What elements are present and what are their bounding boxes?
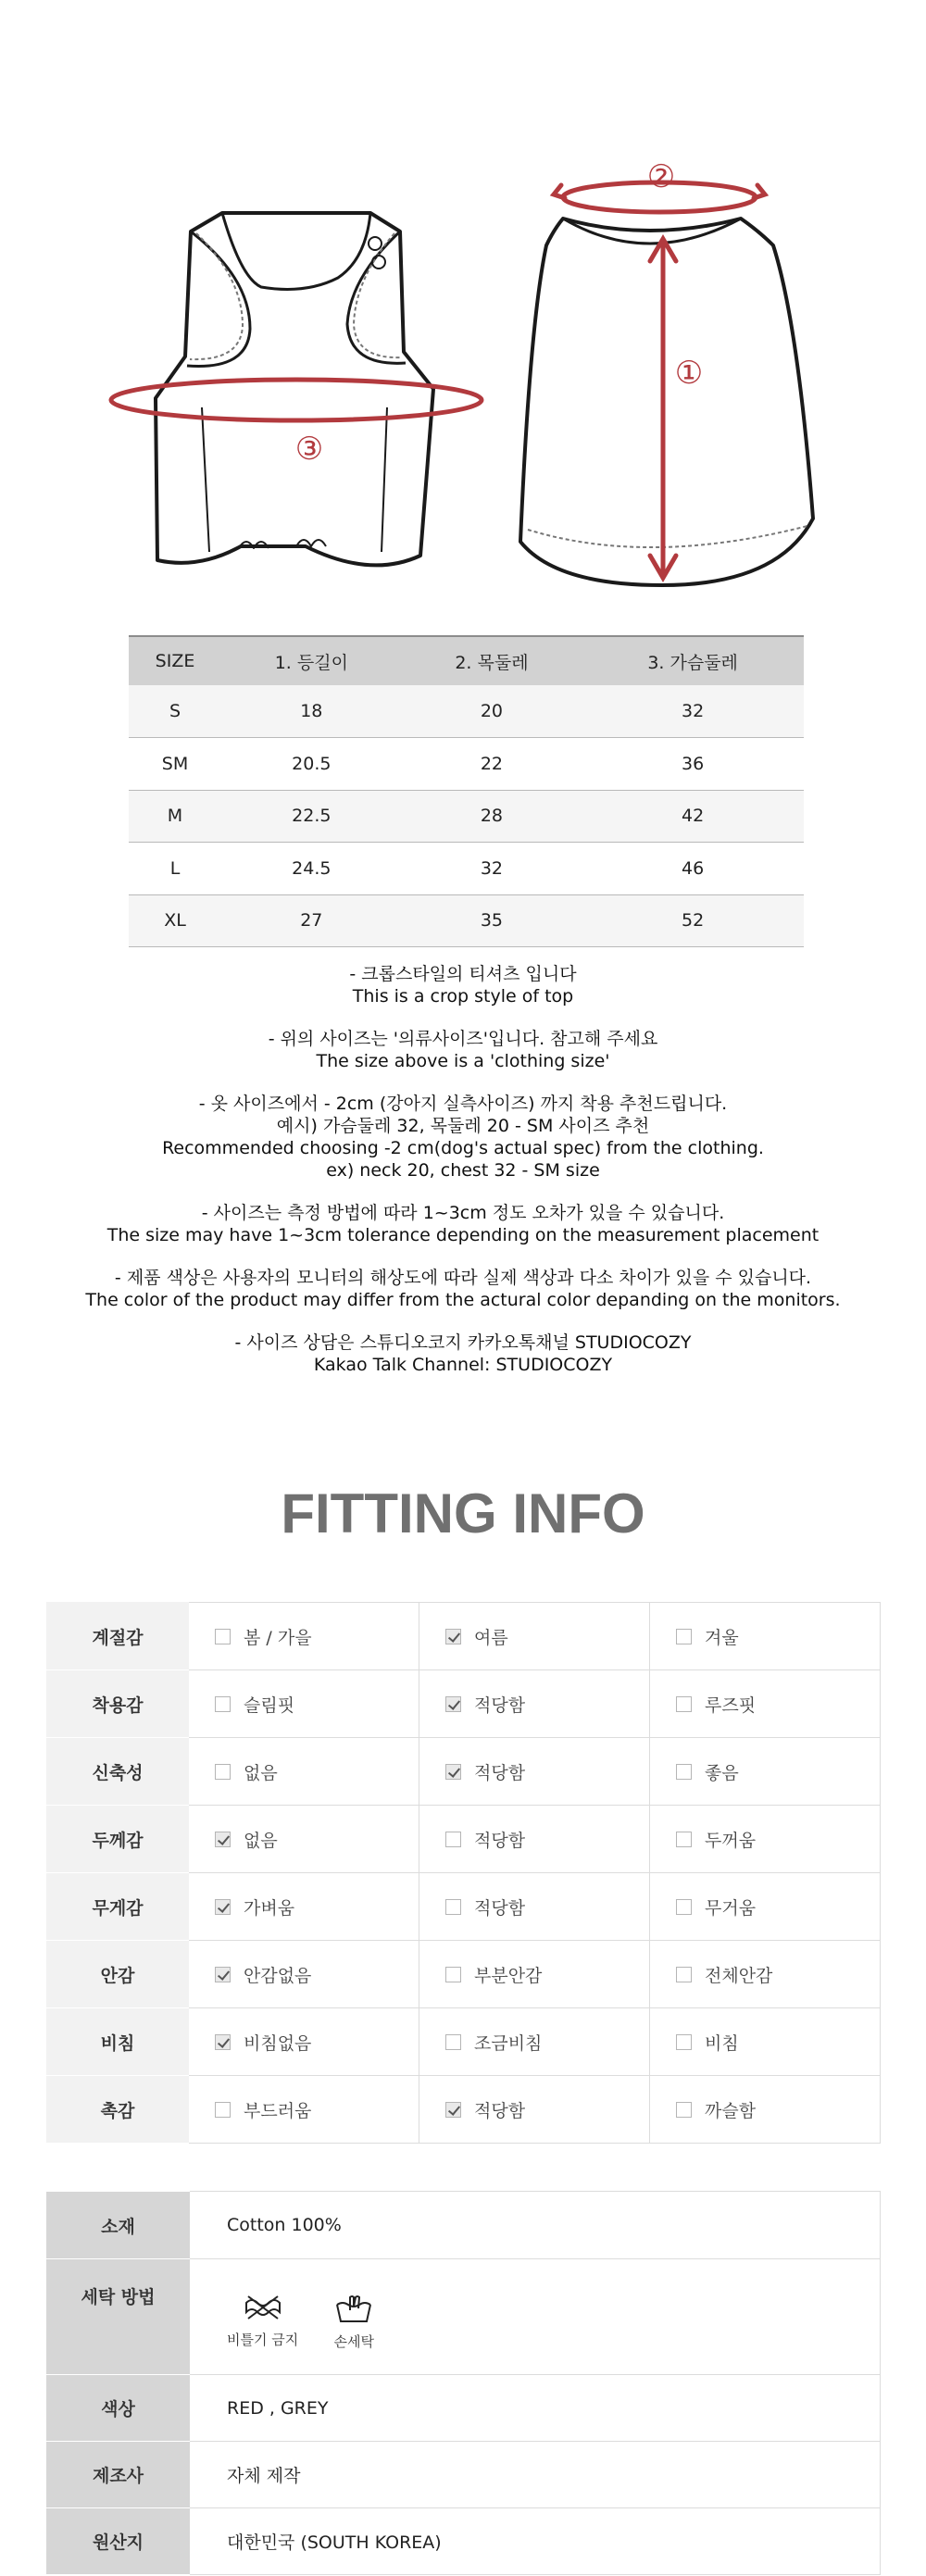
checked-checkbox[interactable]: [445, 1764, 461, 1780]
chest-cell: 36: [582, 738, 804, 791]
note-text: The size above is a 'clothing size': [316, 1051, 610, 1071]
size-table-header: [129, 636, 804, 685]
fitting-option-label: 루즈핏: [705, 1694, 757, 1716]
fitting-info-title: FITTING INFO: [281, 1482, 645, 1544]
neck-cell: 32: [402, 843, 582, 895]
fitting-option-label: 좋음: [705, 1762, 739, 1783]
neck-cell: 28: [402, 790, 582, 843]
checked-checkbox[interactable]: [445, 1696, 461, 1712]
size-cell: XL: [129, 894, 221, 947]
table-row: [129, 738, 804, 791]
fitting-row: [47, 1941, 881, 2008]
table-row: [129, 894, 804, 947]
fitting-option-label: 적당함: [474, 1762, 526, 1783]
no-wring-icon: [243, 2294, 283, 2321]
fitting-option[interactable]: [419, 1603, 650, 1670]
fitting-option[interactable]: [419, 2076, 650, 2144]
material-value: Cotton 100%: [190, 2192, 881, 2259]
fitting-info-table: [46, 1602, 881, 2144]
fitting-option[interactable]: [650, 2008, 881, 2076]
origin-value: 대한민국 (SOUTH KOREA): [190, 2508, 881, 2575]
fitting-option[interactable]: [650, 1941, 881, 2008]
size-cell: SM: [129, 738, 221, 791]
checkbox[interactable]: [445, 1967, 461, 1982]
fitting-option-label: 겨울: [705, 1627, 739, 1648]
note-text: The size may have 1~3cm tolerance depending on the measurement placement: [106, 1225, 820, 1245]
checked-checkbox[interactable]: [445, 2102, 461, 2118]
note-text: 예시) 가슴둘레 32, 목둘레 20 - SM 사이즈 추천: [276, 1116, 650, 1136]
neck-cell: 35: [402, 894, 582, 947]
note-clothing-size: [0, 1028, 926, 1072]
checkbox[interactable]: [676, 2102, 692, 2118]
fitting-option[interactable]: [419, 1873, 650, 1941]
chest-cell: 52: [582, 894, 804, 947]
note-text: - 위의 사이즈는 '의류사이즈'입니다. 참고해 주세요: [268, 1029, 658, 1049]
fitting-option[interactable]: [650, 1806, 881, 1873]
size-notes: [0, 963, 926, 1396]
no-wring-care: [227, 2294, 298, 2349]
washing-value: [190, 2259, 881, 2375]
checkbox[interactable]: [676, 1967, 692, 1982]
checkbox[interactable]: [215, 1629, 231, 1644]
length-cell: 18: [221, 685, 402, 738]
fitting-option[interactable]: [189, 2076, 419, 2144]
fitting-option[interactable]: [650, 1738, 881, 1806]
fitting-option-label: 두꺼움: [705, 1830, 757, 1851]
length-header: 1. 등길이: [221, 636, 402, 685]
fitting-row: [47, 1670, 881, 1738]
fitting-row: [47, 1603, 881, 1670]
fitting-option[interactable]: [650, 1670, 881, 1738]
fitting-option[interactable]: [189, 1738, 419, 1806]
checkbox[interactable]: [445, 2034, 461, 2050]
note-consultation: [0, 1332, 926, 1376]
fitting-row: [47, 1738, 881, 1806]
length-cell: 20.5: [221, 738, 402, 791]
fitting-row-label: 신축성: [47, 1738, 189, 1806]
fitting-option-label: 비침: [705, 2032, 739, 2054]
fitting-row-label: 무게감: [47, 1873, 189, 1941]
checked-checkbox[interactable]: [215, 1967, 231, 1982]
fitting-option-label: 적당함: [474, 1897, 526, 1919]
checkbox[interactable]: [215, 1764, 231, 1780]
note-tolerance: [0, 1202, 926, 1246]
fitting-option-label: 슬림핏: [244, 1694, 295, 1716]
note-color: [0, 1267, 926, 1311]
size-header: SIZE: [129, 636, 221, 685]
fitting-option[interactable]: [419, 1806, 650, 1873]
checked-checkbox[interactable]: [215, 1832, 231, 1847]
info-row-material: [46, 2192, 881, 2259]
fitting-option[interactable]: [189, 2008, 419, 2076]
fitting-option[interactable]: [419, 1941, 650, 2008]
checkbox[interactable]: [676, 1764, 692, 1780]
note-text: - 사이즈는 측정 방법에 따라 1~3cm 정도 오차가 있을 수 있습니다.: [201, 1203, 725, 1223]
fitting-row: [47, 1806, 881, 1873]
hand-wash-care: [333, 2294, 374, 2351]
table-row: [129, 685, 804, 738]
note-text: - 제품 색상은 사용자의 모니터의 해상도에 따라 실제 색상과 다소 차이가 있을 수 있습니다.: [114, 1268, 812, 1288]
fitting-row: [47, 2008, 881, 2076]
checkbox[interactable]: [676, 1696, 692, 1712]
length-cell: 22.5: [221, 790, 402, 843]
fitting-option-label: 부분안감: [474, 1965, 543, 1986]
fitting-option-label: 적당함: [474, 2100, 526, 2121]
note-text: - 사이즈 상담은 스튜디오코지 카카오톡채널 STUDIOCOZY: [234, 1332, 692, 1353]
maker-value: 자체 제작: [190, 2442, 881, 2508]
fitting-option-label: 여름: [474, 1627, 508, 1648]
marker-2: ②: [646, 158, 676, 195]
neck-header: 2. 목둘레: [402, 636, 582, 685]
fitting-row-label: 비침: [47, 2008, 189, 2076]
checkbox[interactable]: [676, 1832, 692, 1847]
fitting-row-label: 착용감: [47, 1670, 189, 1738]
color-label: 색상: [46, 2375, 190, 2442]
length-cell: 27: [221, 894, 402, 947]
fitting-option-label: 봄 / 가을: [244, 1627, 312, 1648]
garment-diagram: [0, 0, 926, 611]
hand-wash-label: 손세탁: [333, 2333, 374, 2350]
chest-cell: 32: [582, 685, 804, 738]
color-value: RED , GREY: [190, 2375, 881, 2442]
fitting-row-label: 촉감: [47, 2076, 189, 2144]
fitting-option[interactable]: [419, 1670, 650, 1738]
fitting-option-label: 비침없음: [244, 2032, 312, 2054]
info-row-washing: [46, 2259, 881, 2375]
size-cell: S: [129, 685, 221, 738]
product-info-table: [46, 2191, 881, 2575]
fitting-option-label: 조금비침: [474, 2032, 543, 2054]
fitting-option[interactable]: [650, 1603, 881, 1670]
fitting-option-label: 적당함: [474, 1830, 526, 1851]
length-cell: 24.5: [221, 843, 402, 895]
note-text: - 옷 사이즈에서 - 2cm (강아지 실측사이즈) 까지 착용 추천드립니다.: [198, 1094, 728, 1114]
material-label: 소재: [46, 2192, 190, 2259]
front-view-garment: [520, 219, 813, 585]
chest-header: 3. 가슴둘레: [582, 636, 804, 685]
neck-cell: 22: [402, 738, 582, 791]
fitting-option-label: 부드러움: [244, 2100, 312, 2121]
fitting-option-label: 전체안감: [705, 1965, 773, 1986]
checkbox[interactable]: [676, 1899, 692, 1915]
fitting-option-label: 없음: [244, 1762, 278, 1783]
garment-measurement-illustration: [0, 0, 926, 611]
chest-cell: 42: [582, 790, 804, 843]
fitting-option[interactable]: [189, 1603, 419, 1670]
checked-checkbox[interactable]: [215, 2034, 231, 2050]
no-wring-label: 비틀기 금지: [227, 2332, 299, 2348]
checked-checkbox[interactable]: [215, 1899, 231, 1915]
washing-label: 세탁 방법: [46, 2259, 190, 2375]
size-cell: L: [129, 843, 221, 895]
note-text: The color of the product may differ from the actural color depanding on the monitors.: [85, 1290, 841, 1310]
fitting-option-label: 없음: [244, 1830, 278, 1851]
table-row: [129, 790, 804, 843]
fitting-option[interactable]: [419, 1738, 650, 1806]
fitting-option-label: 까슬함: [705, 2100, 757, 2121]
info-row-maker: [46, 2442, 881, 2508]
neck-cell: 20: [402, 685, 582, 738]
fitting-row-label: 계절감: [47, 1603, 189, 1670]
size-table: [129, 635, 804, 947]
marker-3: ③: [294, 431, 324, 468]
fitting-option[interactable]: [189, 1873, 419, 1941]
note-recommendation: [0, 1093, 926, 1182]
checkbox[interactable]: [215, 2102, 231, 2118]
chest-cell: 46: [582, 843, 804, 895]
fitting-option[interactable]: [650, 2076, 881, 2144]
fitting-option-label: 무거움: [705, 1897, 757, 1919]
fitting-option[interactable]: [189, 1806, 419, 1873]
fitting-option[interactable]: [189, 1670, 419, 1738]
checkbox[interactable]: [215, 1696, 231, 1712]
note-text: This is a crop style of top: [352, 986, 574, 1007]
checkbox[interactable]: [676, 1629, 692, 1644]
fitting-option-label: 안감없음: [244, 1965, 312, 1986]
marker-1: ①: [674, 355, 704, 392]
fitting-row: [47, 2076, 881, 2144]
note-crop-style: [0, 963, 926, 1007]
size-cell: M: [129, 790, 221, 843]
fitting-row: [47, 1873, 881, 1941]
fitting-option[interactable]: [650, 1873, 881, 1941]
checkbox[interactable]: [676, 2034, 692, 2050]
checkbox[interactable]: [445, 1832, 461, 1847]
origin-label: 원산지: [46, 2508, 190, 2575]
fitting-row-label: 두께감: [47, 1806, 189, 1873]
fitting-option-label: 가벼움: [244, 1897, 295, 1919]
table-row: [129, 843, 804, 895]
note-text: Kakao Talk Channel: STUDIOCOZY: [313, 1355, 613, 1375]
back-view-garment: [156, 213, 433, 565]
fitting-option-label: 적당함: [474, 1694, 526, 1716]
fitting-option[interactable]: [189, 1941, 419, 2008]
checkbox[interactable]: [445, 1899, 461, 1915]
note-text: - 크롭스타일의 티셔츠 입니다: [349, 964, 577, 984]
maker-label: 제조사: [46, 2442, 190, 2508]
fitting-row-label: 안감: [47, 1941, 189, 2008]
info-row-origin: [46, 2508, 881, 2575]
checked-checkbox[interactable]: [445, 1629, 461, 1644]
info-row-color: [46, 2375, 881, 2442]
hand-wash-icon: [333, 2294, 374, 2323]
note-text: ex) neck 20, chest 32 - SM size: [326, 1160, 600, 1181]
note-text: Recommended choosing -2 cm(dog's actual spec) from the clothing.: [162, 1138, 764, 1158]
fitting-option[interactable]: [419, 2008, 650, 2076]
